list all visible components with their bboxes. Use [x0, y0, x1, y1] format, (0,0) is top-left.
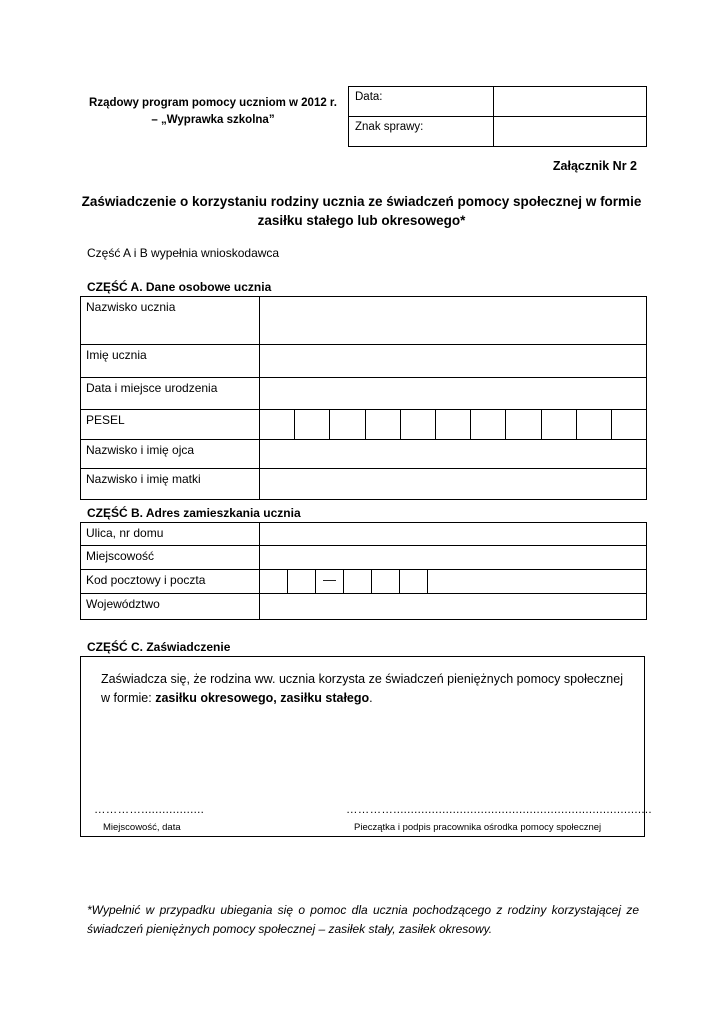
- case-number-field[interactable]: [494, 117, 647, 147]
- pesel-digit-box[interactable]: [436, 410, 471, 439]
- birth-date-place-field[interactable]: [260, 378, 647, 410]
- pesel-digit-box[interactable]: [577, 410, 612, 439]
- surname-label: Nazwisko ucznia: [81, 297, 260, 345]
- pesel-digit-box[interactable]: [366, 410, 401, 439]
- city-label: Miejscowość: [81, 546, 260, 570]
- signature-dotted-line[interactable]: …………..........................................................................: [346, 804, 652, 816]
- part-a-heading: CZĘŚĆ A. Dane osobowe ucznia: [87, 280, 272, 294]
- father-name-field[interactable]: [260, 440, 647, 469]
- postal-dash: —: [323, 572, 336, 587]
- mother-name-field[interactable]: [260, 469, 647, 500]
- instruction-text: Część A i B wypełnia wnioskodawca: [87, 246, 280, 260]
- date-label: Data:: [349, 87, 494, 117]
- pesel-digit-box[interactable]: [330, 410, 365, 439]
- mother-name-label: Nazwisko i imię matki: [81, 469, 260, 500]
- postal-digit-box[interactable]: [344, 570, 372, 593]
- part-b-table: [80, 522, 647, 620]
- city-field[interactable]: [260, 546, 647, 570]
- program-title-line2: – „Wyprawka szkolna”: [151, 114, 275, 126]
- postal-digit-box[interactable]: [288, 570, 316, 593]
- pesel-label: PESEL: [81, 410, 260, 440]
- certificate-text: [101, 670, 623, 708]
- certificate-text-end: .: [369, 691, 373, 705]
- first-name-field[interactable]: [260, 345, 647, 378]
- street-label: Ulica, nr domu: [81, 523, 260, 546]
- voivodeship-field[interactable]: [260, 594, 647, 620]
- attachment-number: Załącznik Nr 2: [552, 159, 637, 173]
- certificate-text-bold: zasiłku okresowego, zasiłku stałego: [155, 691, 370, 705]
- program-title-line1: Rządowy program pomocy uczniom w 2012 r.: [89, 97, 337, 109]
- pesel-digit-box[interactable]: [401, 410, 436, 439]
- place-date-dotted-line[interactable]: …………..................: [94, 804, 205, 816]
- certificate-box: [80, 656, 652, 837]
- pesel-digit-box[interactable]: [295, 410, 330, 439]
- part-b-heading: CZĘŚĆ B. Adres zamieszkania ucznia: [87, 506, 301, 520]
- part-a-table: [80, 296, 647, 500]
- pesel-digit-box[interactable]: [612, 410, 646, 439]
- certificate-text-start: Zaświadcza się, że rodzina ww. ucznia korzysta ze świadczeń pieniężnych pomocy społecznej w formie:: [101, 672, 623, 705]
- pesel-digit-box[interactable]: [506, 410, 541, 439]
- document-title: Zaświadczenie o korzystaniu rodziny ucznia ze świadczeń pomocy społecznej w formie zasiłku stałego lub okresowego*: [81, 194, 642, 228]
- postal-digit-box[interactable]: [260, 570, 288, 593]
- place-date-caption: Miejscowość, data: [103, 822, 181, 833]
- part-c-heading: CZĘŚĆ C. Zaświadczenie: [87, 640, 231, 654]
- birth-date-place-label: Data i miejsce urodzenia: [81, 378, 260, 410]
- first-name-label: Imię ucznia: [81, 345, 260, 378]
- postal-digit-box[interactable]: [400, 570, 428, 593]
- footnote: *Wypełnić w przypadku ubiegania się o pomoc dla ucznia pochodzącego z rodziny korzystającej ze świadczeń pieniężnych pomocy społecznej – zasiłek stały, zasiłek okresowy.: [87, 903, 639, 936]
- postal-digit-box[interactable]: [372, 570, 400, 593]
- father-name-label: Nazwisko i imię ojca: [81, 440, 260, 469]
- case-number-label: Znak sprawy:: [349, 117, 494, 147]
- postal-dash-box: [316, 570, 344, 593]
- date-field[interactable]: [494, 87, 647, 117]
- street-field[interactable]: [260, 523, 647, 546]
- signature-caption: Pieczątka i podpis pracownika ośrodka pomocy społecznej: [354, 822, 602, 833]
- pesel-digit-box[interactable]: [260, 410, 295, 439]
- postal-code-field[interactable]: [260, 570, 647, 594]
- pesel-field[interactable]: [260, 410, 647, 440]
- pesel-digit-box[interactable]: [542, 410, 577, 439]
- program-title: [84, 95, 342, 129]
- pesel-digit-box[interactable]: [471, 410, 506, 439]
- postal-code-label: Kod pocztowy i poczta: [81, 570, 260, 594]
- surname-field[interactable]: [260, 297, 647, 345]
- voivodeship-label: Województwo: [81, 594, 260, 620]
- case-table: [348, 86, 647, 147]
